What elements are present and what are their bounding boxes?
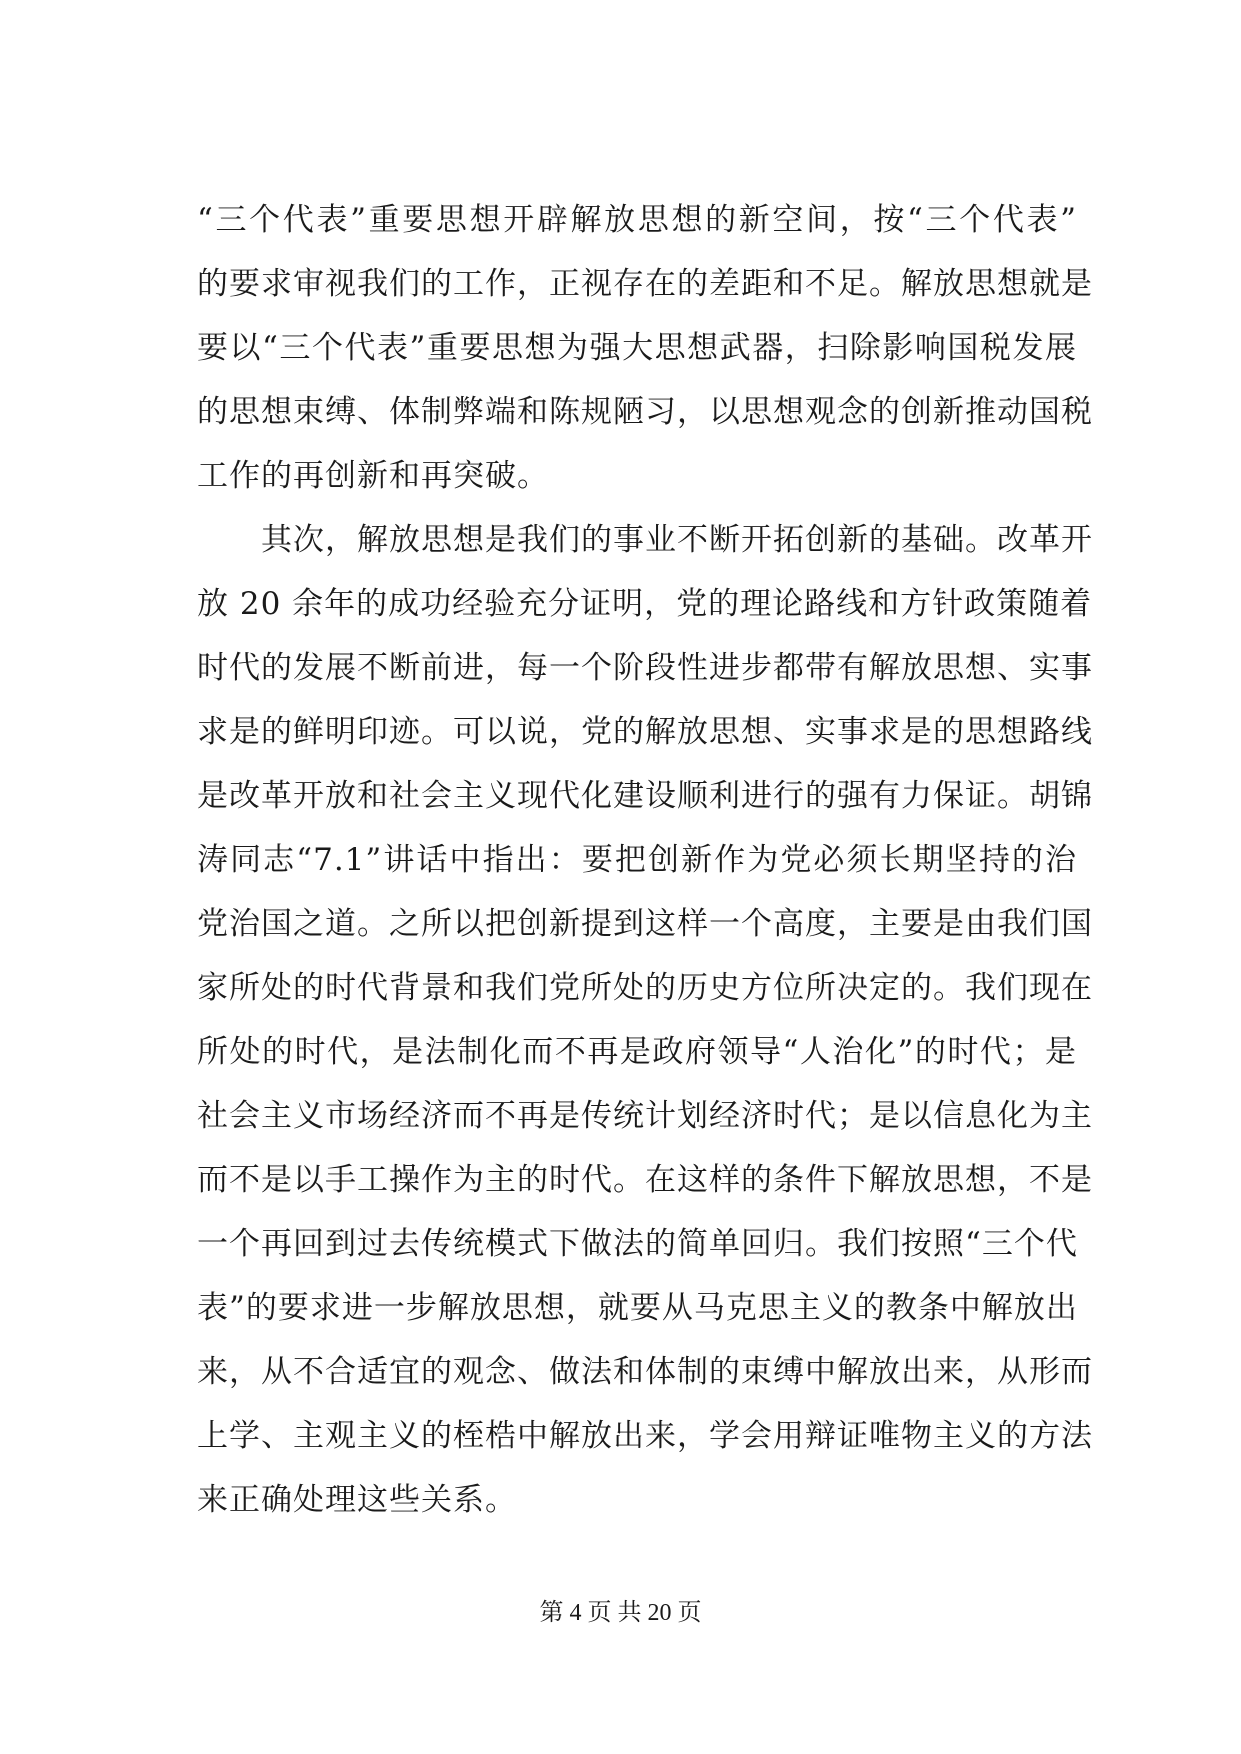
text-line: 表”的要求进一步解放思想，就要从马克思主义的教条中解放出 <box>197 1290 1078 1326</box>
text-line: 是改革开放和社会主义现代化建设顺利进行的强有力保证。胡锦 <box>197 778 1093 814</box>
text-line: 涛同志“7.1”讲话中指出：要把创新作为党必须长期坚持的治 <box>197 842 1077 878</box>
text-line: 来正确处理这些关系。 <box>197 1482 517 1518</box>
text-line: 上学、主观主义的桎梏中解放出来，学会用辩证唯物主义的方法 <box>197 1418 1093 1454</box>
text-line: 社会主义市场经济而不再是传统计划经济时代；是以信息化为主 <box>197 1098 1093 1134</box>
text-line: 一个再回到过去传统模式下做法的简单回归。我们按照“三个代 <box>197 1226 1078 1262</box>
text-line: 党治国之道。之所以把创新提到这样一个高度，主要是由我们国 <box>197 906 1093 942</box>
text-line: 来，从不合适宜的观念、做法和体制的束缚中解放出来，从形而 <box>197 1354 1093 1390</box>
text-line: 的要求审视我们的工作，正视存在的差距和不足。解放思想就是 <box>197 266 1093 302</box>
body-text <box>197 188 1093 1532</box>
text-line: 的思想束缚、体制弊端和陈规陋习，以思想观念的创新推动国税 <box>197 394 1093 430</box>
text-line: 所处的时代，是法制化而不再是政府领导“人治化”的时代；是 <box>197 1034 1077 1070</box>
text-line: “三个代表”重要思想开辟解放思想的新空间，按“三个代表” <box>197 202 1077 238</box>
page-number-footer: 第 4 页 共 20 页 <box>539 1600 702 1626</box>
text-line: 其次，解放思想是我们的事业不断开拓创新的基础。改革开 <box>197 522 1093 558</box>
text-line: 求是的鲜明印迹。可以说，党的解放思想、实事求是的思想路线 <box>197 714 1093 750</box>
text-line: 工作的再创新和再突破。 <box>197 458 549 494</box>
text-line: 放 20 余年的成功经验充分证明，党的理论路线和方针政策随着 <box>197 586 1093 622</box>
text-line: 要以“三个代表”重要思想为强大思想武器，扫除影响国税发展 <box>197 330 1077 366</box>
text-line: 家所处的时代背景和我们党所处的历史方位所决定的。我们现在 <box>197 970 1093 1006</box>
text-line: 而不是以手工操作为主的时代。在这样的条件下解放思想，不是 <box>197 1162 1093 1198</box>
text-line: 时代的发展不断前进，每一个阶段性进步都带有解放思想、实事 <box>197 650 1093 686</box>
